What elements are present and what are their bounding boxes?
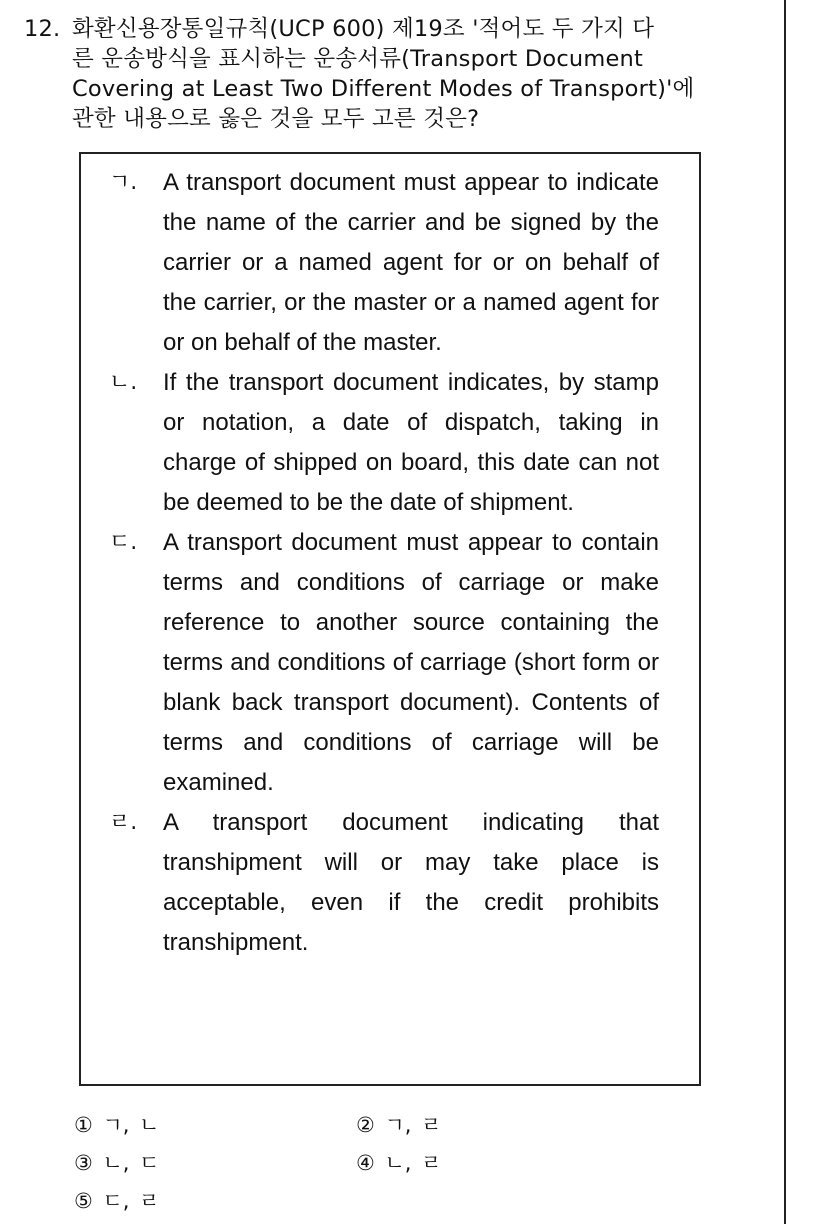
statement-marker: ㄹ. xyxy=(109,810,138,835)
question-text: 화환신용장통일규칙(UCP 600) 제19조 '적어도 두 가지 다 른 운송방식을 표시하는 운송서류(Transport Document Covering at Least Two Different Modes of Transport)'에 관한 내용으로 옳은 것을 모두 고른 것은? xyxy=(72,16,695,132)
statement-marker: ㄱ. xyxy=(109,170,138,195)
statement-item xyxy=(109,803,659,963)
statement-text: A transport document indicating that transhipment will or may take place is acceptable, even if the credit prohibits transhipment. xyxy=(163,809,659,956)
statement-item xyxy=(109,163,659,363)
statement-item xyxy=(109,363,659,523)
choice-5[interactable]: ⑤ ㄷ, ㄹ xyxy=(74,1189,160,1213)
statements-box xyxy=(79,152,701,1086)
statement-marker: ㄷ. xyxy=(109,530,138,555)
page-right-rule xyxy=(784,0,786,1224)
question xyxy=(24,14,754,134)
choice-4[interactable]: ④ ㄴ, ㄹ xyxy=(356,1151,442,1175)
statement-text: A transport document must appear to indicate the name of the carrier and be signed by the carrier or a named agent for or on behalf of the carrier, or the master or a named agent for or on behalf of the master. xyxy=(163,169,659,356)
statement-marker: ㄴ. xyxy=(109,370,138,395)
choice-1[interactable]: ① ㄱ, ㄴ xyxy=(74,1113,160,1137)
statement-list xyxy=(109,163,659,963)
question-number: 12. xyxy=(24,16,61,42)
statement-text: A transport document must appear to contain terms and conditions of carriage or make reference to another source containing the terms and conditions of carriage (short form or blank back transport document). Contents of terms and conditions of carriage will be examined. xyxy=(163,529,659,796)
choice-3[interactable]: ③ ㄴ, ㄷ xyxy=(74,1151,160,1175)
statement-text: If the transport document indicates, by stamp or notation, a date of dispatch, taking in charge of shipped on board, this date can not be deemed to be the date of shipment. xyxy=(163,369,659,516)
answer-choices xyxy=(74,1111,534,1215)
choice-2[interactable]: ② ㄱ, ㄹ xyxy=(356,1113,442,1137)
statement-item xyxy=(109,523,659,803)
